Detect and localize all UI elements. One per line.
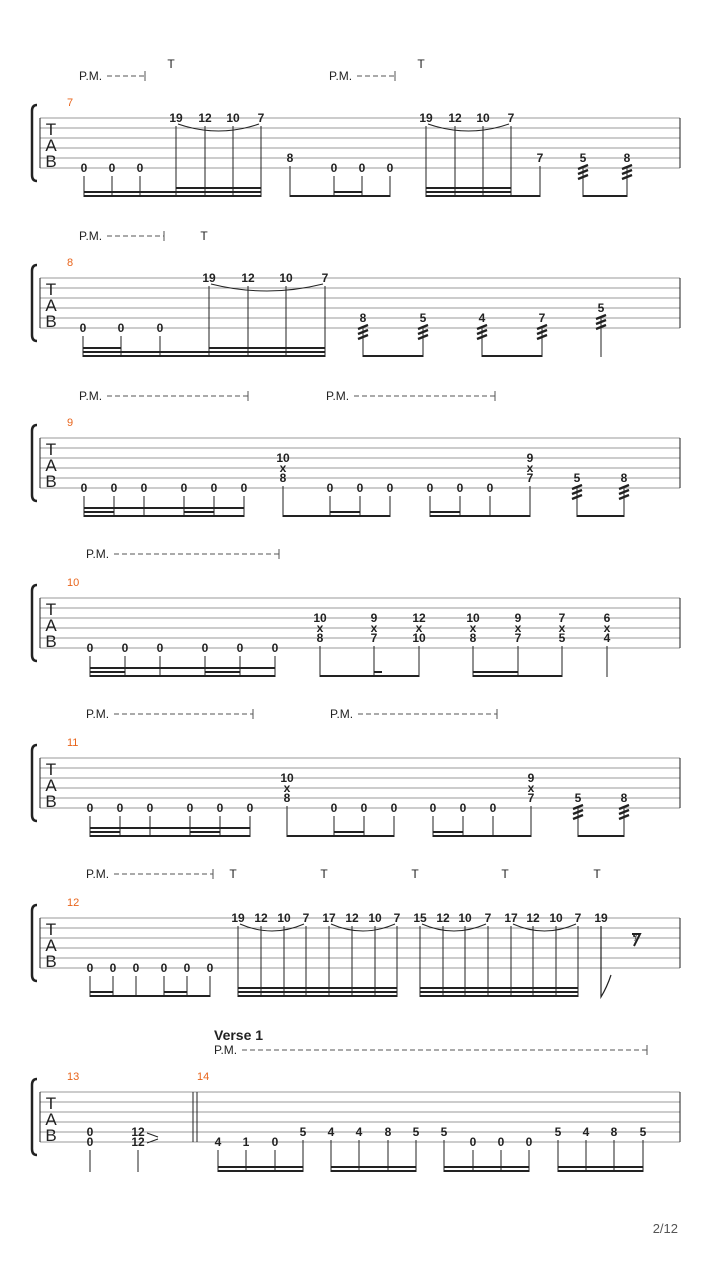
fret-number: 0 <box>79 321 87 335</box>
fret-number: 7 <box>484 911 492 925</box>
note-beam <box>558 1170 643 1172</box>
fret-number: 0 <box>271 1135 279 1149</box>
fret-number: 0 <box>140 481 148 495</box>
system-bracket <box>32 745 37 821</box>
fret-number: 1 <box>242 1135 250 1149</box>
tap-marker: T <box>320 867 328 881</box>
fret-number: 0 <box>360 801 368 815</box>
fret-number: 0 <box>109 961 117 975</box>
fret-number: 4 <box>214 1135 222 1149</box>
fret-number: 0 <box>246 801 254 815</box>
tab-clef-letter: T <box>45 760 57 779</box>
note-beam <box>578 835 624 837</box>
note-beam <box>84 191 261 193</box>
fret-number: 0 <box>121 641 129 655</box>
fret-number: 5 <box>639 1125 647 1139</box>
fret-number: 0 <box>201 641 209 655</box>
tab-clef-letter: B <box>45 1126 57 1145</box>
note-beam <box>473 675 562 677</box>
fret-number: 0 <box>456 481 464 495</box>
fret-number: 4 <box>582 1125 590 1139</box>
fret-number: 0 <box>210 481 218 495</box>
fret-number: 0 <box>86 641 94 655</box>
fret-number: 8 <box>469 631 477 645</box>
measure-number: 14 <box>197 1071 210 1083</box>
note-beam <box>90 667 275 669</box>
fret-number: 10 <box>280 771 294 785</box>
note-beam <box>90 835 250 837</box>
tab-clef-letter: B <box>45 472 57 491</box>
note-beam <box>205 671 240 673</box>
fret-number: 0 <box>497 1135 505 1149</box>
tap-marker: T <box>417 57 425 71</box>
measure-number: 7 <box>67 97 74 109</box>
fret-number: x <box>469 621 477 635</box>
note-beam <box>320 675 419 677</box>
fret-number: 12 <box>131 1135 145 1149</box>
fret-number: 0 <box>108 161 116 175</box>
fret-number: 19 <box>231 911 245 925</box>
system-bracket <box>32 1079 37 1155</box>
fret-number: 5 <box>299 1125 307 1139</box>
fret-number: 7 <box>302 911 310 925</box>
fret-number: 7 <box>393 911 401 925</box>
fret-number: 0 <box>156 641 164 655</box>
fret-number: 0 <box>206 961 214 975</box>
fret-number: 0 <box>132 961 140 975</box>
fret-number: 8 <box>283 791 291 805</box>
fret-number: 10 <box>476 111 490 125</box>
palm-mute-label: P.M. <box>330 707 354 721</box>
note-beam <box>433 835 531 837</box>
note-beam <box>420 991 578 993</box>
note-beam <box>363 355 423 357</box>
fret-number: x <box>316 621 324 635</box>
tab-clef-letter: B <box>45 632 57 651</box>
fret-number: 0 <box>489 801 497 815</box>
note-beam <box>184 511 214 513</box>
system-bracket <box>32 905 37 981</box>
fret-number: 0 <box>236 641 244 655</box>
fret-number: 5 <box>574 791 582 805</box>
note-beam <box>84 507 244 509</box>
fret-number: 0 <box>136 161 144 175</box>
note-beam <box>583 195 627 197</box>
tab-clef-letter: T <box>45 280 57 299</box>
system-bracket <box>32 105 37 181</box>
fret-number: 0 <box>86 1125 94 1139</box>
fret-number: 8 <box>316 631 324 645</box>
palm-mute-label: P.M. <box>86 547 110 561</box>
note-beam <box>283 515 390 517</box>
note-beam <box>83 355 325 357</box>
tab-clef-letter: T <box>45 600 57 619</box>
tab-clef-letter: B <box>45 152 57 171</box>
measure-number: 8 <box>67 257 74 269</box>
system-bracket <box>32 585 37 661</box>
note-beam <box>90 827 250 829</box>
fret-number: 12 <box>436 911 450 925</box>
fret-number: 0 <box>426 481 434 495</box>
fret-number: 9 <box>526 451 534 465</box>
fret-number: 7 <box>526 471 534 485</box>
fret-number: 0 <box>80 481 88 495</box>
note-beam <box>331 1166 416 1168</box>
measure-number: 11 <box>67 737 79 749</box>
slide-mark <box>147 1133 158 1137</box>
tap-marker: T <box>229 867 237 881</box>
fret-number: 8 <box>384 1125 392 1139</box>
fret-number: 10 <box>276 451 290 465</box>
note-beam <box>330 511 360 513</box>
note-beam <box>374 671 382 673</box>
fret-number: 9 <box>527 771 535 785</box>
tab-clef-letter: T <box>45 1094 57 1113</box>
note-beam <box>84 195 261 197</box>
fret-number: x <box>558 621 566 635</box>
note-flag <box>601 926 611 997</box>
tab-clef-letter: T <box>45 920 57 939</box>
note-beam <box>164 991 187 993</box>
fret-number: 8 <box>623 151 631 165</box>
fret-number: 4 <box>478 311 486 325</box>
fret-number: x <box>514 621 522 635</box>
fret-number: 0 <box>116 801 124 815</box>
note-beam <box>444 1166 529 1168</box>
fret-number: 8 <box>620 471 628 485</box>
tap-marker: T <box>593 867 601 881</box>
note-beam <box>420 995 578 997</box>
tab-clef-letter: A <box>45 1110 57 1129</box>
fret-number: 12 <box>254 911 268 925</box>
note-beam <box>331 1170 416 1172</box>
fret-number: 0 <box>156 321 164 335</box>
fret-number: 10 <box>458 911 472 925</box>
fret-number: 5 <box>573 471 581 485</box>
fret-number: 8 <box>286 151 294 165</box>
measure-number: 12 <box>67 897 80 909</box>
palm-mute-label: P.M. <box>329 69 353 83</box>
tab-clef-letter: B <box>45 952 57 971</box>
measure-number: 13 <box>67 1071 80 1083</box>
tab-clef-letter: A <box>45 136 57 155</box>
note-beam <box>90 995 210 997</box>
note-beam <box>558 1166 643 1168</box>
fret-number: 5 <box>554 1125 562 1139</box>
fret-number: 7 <box>538 311 546 325</box>
note-beam <box>287 835 394 837</box>
fret-number: x <box>415 621 423 635</box>
tap-marker: T <box>167 57 175 71</box>
note-beam <box>290 195 390 197</box>
fret-number: 10 <box>368 911 382 925</box>
fret-number: 0 <box>86 961 94 975</box>
page-number: 2/12 <box>652 1221 678 1236</box>
fret-number: 0 <box>146 801 154 815</box>
tap-marker: T <box>501 867 509 881</box>
note-beam <box>90 991 113 993</box>
note-beam <box>577 515 624 517</box>
fret-number: 10 <box>313 611 327 625</box>
palm-mute-label: P.M. <box>86 707 110 721</box>
fret-number: x <box>526 461 534 475</box>
fret-number: 0 <box>180 481 188 495</box>
fret-number: 7 <box>257 111 265 125</box>
fret-number: x <box>279 461 287 475</box>
note-beam <box>426 187 511 189</box>
fret-number: 0 <box>80 161 88 175</box>
fret-number: 0 <box>429 801 437 815</box>
fret-number: 8 <box>610 1125 618 1139</box>
fret-number: 12 <box>198 111 212 125</box>
note-beam <box>334 191 362 193</box>
system-bracket <box>32 265 37 341</box>
fret-number: 0 <box>525 1135 533 1149</box>
note-beam <box>334 831 364 833</box>
note-beam <box>90 675 275 677</box>
fret-number: 9 <box>370 611 378 625</box>
fret-number: x <box>603 621 611 635</box>
note-beam <box>482 355 542 357</box>
note-beam <box>83 347 121 349</box>
fret-number: 9 <box>514 611 522 625</box>
fret-number: 5 <box>597 301 605 315</box>
fret-number: 0 <box>386 161 394 175</box>
fret-number: 7 <box>514 631 522 645</box>
fret-number: 0 <box>186 801 194 815</box>
fret-number: 7 <box>527 791 535 805</box>
note-beam <box>209 347 325 349</box>
fret-number: 8 <box>279 471 287 485</box>
fret-number: 0 <box>86 801 94 815</box>
fret-number: 0 <box>183 961 191 975</box>
note-beam <box>190 831 220 833</box>
note-beam <box>90 671 125 673</box>
palm-mute-label: P.M. <box>326 389 350 403</box>
fret-number: 0 <box>160 961 168 975</box>
fret-number: 0 <box>486 481 494 495</box>
note-beam <box>90 831 120 833</box>
fret-number: 10 <box>279 271 293 285</box>
fret-number: 15 <box>413 911 427 925</box>
system-bracket <box>32 425 37 501</box>
fret-number: 12 <box>241 271 255 285</box>
fret-number: 10 <box>277 911 291 925</box>
fret-number: 0 <box>358 161 366 175</box>
palm-mute-label: P.M. <box>79 229 103 243</box>
tap-marker: T <box>411 867 419 881</box>
fret-number: 4 <box>327 1125 335 1139</box>
note-beam <box>83 351 325 353</box>
fret-number: 0 <box>459 801 467 815</box>
note-beam <box>176 187 261 189</box>
fret-number: 0 <box>240 481 248 495</box>
fret-number: 7 <box>574 911 582 925</box>
fret-number: 7 <box>370 631 378 645</box>
note-beam <box>444 1170 529 1172</box>
note-beam <box>84 511 114 513</box>
palm-mute-label: P.M. <box>79 389 103 403</box>
fret-number: 0 <box>117 321 125 335</box>
fret-number: 0 <box>330 161 338 175</box>
fret-number: 12 <box>412 611 426 625</box>
measure-number: 9 <box>67 417 74 429</box>
tab-clef-letter: T <box>45 440 57 459</box>
fret-number: 0 <box>386 481 394 495</box>
note-beam <box>218 1170 303 1172</box>
fret-number: 0 <box>330 801 338 815</box>
palm-mute-label: P.M. <box>214 1043 238 1057</box>
fret-number: 0 <box>326 481 334 495</box>
tab-clef-letter: T <box>45 120 57 139</box>
fret-number: 0 <box>110 481 118 495</box>
tab-clef-letter: A <box>45 776 57 795</box>
fret-number: 0 <box>271 641 279 655</box>
note-beam <box>420 987 578 989</box>
note-beam <box>426 191 511 193</box>
tab-clef-letter: A <box>45 936 57 955</box>
fret-number: 19 <box>202 271 216 285</box>
note-beam <box>473 671 518 673</box>
fret-number: 4 <box>603 631 611 645</box>
tap-marker: T <box>200 229 208 243</box>
note-beam <box>238 991 397 993</box>
fret-number: 5 <box>440 1125 448 1139</box>
fret-number: 5 <box>412 1125 420 1139</box>
tab-clef-letter: A <box>45 296 57 315</box>
fret-number: 8 <box>359 311 367 325</box>
eighth-rest: 𝄾 <box>632 928 638 948</box>
tab-clef-letter: B <box>45 792 57 811</box>
note-beam <box>84 515 244 517</box>
fret-number: 0 <box>216 801 224 815</box>
section-title: Verse 1 <box>214 1027 264 1043</box>
fret-number: x <box>283 781 291 795</box>
measure-number: 10 <box>67 577 80 589</box>
fret-number: 0 <box>469 1135 477 1149</box>
fret-number: 10 <box>549 911 563 925</box>
note-beam <box>433 831 463 833</box>
fret-number: 4 <box>355 1125 363 1139</box>
fret-number: 5 <box>419 311 427 325</box>
fret-number: 12 <box>448 111 462 125</box>
note-beam <box>426 195 540 197</box>
palm-mute-label: P.M. <box>86 867 110 881</box>
fret-number: 19 <box>594 911 608 925</box>
fret-number: 0 <box>390 801 398 815</box>
fret-number: 17 <box>322 911 336 925</box>
fret-number: 12 <box>345 911 359 925</box>
note-beam <box>238 987 397 989</box>
note-beam <box>218 1166 303 1168</box>
fret-number: 7 <box>536 151 544 165</box>
fret-number: 12 <box>526 911 540 925</box>
fret-number: 7 <box>558 611 566 625</box>
fret-number: 12 <box>131 1125 145 1139</box>
tab-clef-letter: A <box>45 616 57 635</box>
fret-number: 10 <box>226 111 240 125</box>
fret-number: x <box>527 781 535 795</box>
fret-number: 0 <box>356 481 364 495</box>
fret-number: 7 <box>507 111 515 125</box>
tab-clef-letter: B <box>45 312 57 331</box>
note-beam <box>430 511 460 513</box>
fret-number: x <box>370 621 378 635</box>
fret-number: 10 <box>466 611 480 625</box>
fret-number: 19 <box>419 111 433 125</box>
fret-number: 0 <box>86 1135 94 1149</box>
note-beam <box>430 515 530 517</box>
fret-number: 7 <box>321 271 329 285</box>
palm-mute-label: P.M. <box>79 69 103 83</box>
fret-number: 6 <box>603 611 611 625</box>
fret-number: 8 <box>620 791 628 805</box>
tab-clef-letter: A <box>45 456 57 475</box>
fret-number: 10 <box>412 631 426 645</box>
fret-number: 19 <box>169 111 183 125</box>
fret-number: 5 <box>558 631 566 645</box>
fret-number: 5 <box>579 151 587 165</box>
note-beam <box>238 995 397 997</box>
fret-number: 17 <box>504 911 518 925</box>
